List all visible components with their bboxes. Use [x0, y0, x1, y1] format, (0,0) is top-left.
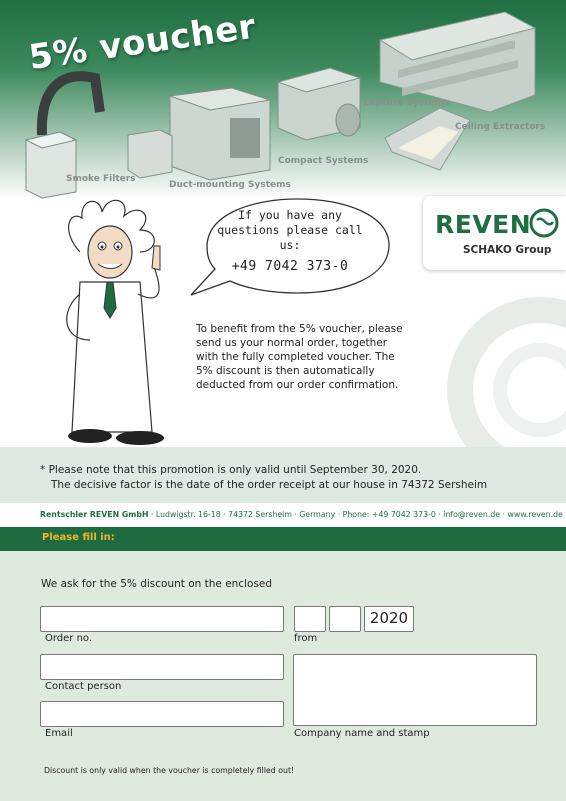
capture-system-image	[380, 12, 535, 112]
logo-wordmark: REVEN	[435, 210, 532, 239]
contact-person-input[interactable]	[40, 654, 284, 680]
logo-emblem-icon	[529, 208, 559, 238]
company-name: Rentschler REVEN GmbH	[40, 510, 149, 519]
company-stamp-input[interactable]	[293, 654, 537, 726]
logo-group-name: SCHAKO Group	[463, 244, 552, 256]
bubble-message: If you have any questions please call us:	[217, 208, 363, 252]
compact-system-image	[278, 68, 360, 140]
duct-mounting-image	[170, 88, 270, 180]
company-address	[40, 510, 563, 519]
date-month-input[interactable]	[329, 606, 361, 632]
contact-person-label: Contact person	[45, 681, 122, 692]
speech-bubble-text	[210, 208, 370, 274]
professor-cartoon	[50, 190, 190, 448]
product-label-smoke-filters: Smoke Filters	[66, 174, 136, 184]
form-request-text: We ask for the 5% discount on the enclosed	[41, 578, 273, 590]
product-label-duct-mounting: Duct-mounting Systems	[169, 180, 291, 190]
date-label: from	[294, 633, 318, 644]
product-label-capture-systems: Capture Systems	[363, 98, 450, 108]
product-label-compact-systems: Compact Systems	[278, 156, 369, 166]
notice-line-2: The decisive factor is the date of the order receipt at our house in 74372 Sersheim	[51, 479, 488, 491]
form-header-label: Please fill in:	[42, 532, 115, 543]
voucher-title: 5% voucher	[26, 6, 259, 78]
small-filter-image	[128, 130, 172, 178]
notice-line-1: * Please note that this promotion is only valid until September 30, 2020.	[40, 464, 422, 476]
bubble-phone: +49 7042 373-0	[231, 259, 349, 274]
email-input[interactable]	[40, 701, 284, 727]
intro-paragraph: To benefit from the 5% voucher, please send us your normal order, together with the fully completed voucher. The 5% discount is then automatically deducted from our order confirmation.	[196, 323, 403, 391]
address-details: · Ludwigstr. 16-18 · 74372 Sersheim · Germany · Phone: +49 7042 373-0 · info@reven.de · www.reven.de	[148, 510, 563, 519]
order-number-input[interactable]	[40, 606, 284, 632]
company-stamp-label: Company name and stamp	[294, 728, 430, 739]
order-number-label: Order no.	[45, 633, 93, 644]
ceiling-extractor-image	[385, 108, 470, 170]
product-label-ceiling-extractors: Ceiling Extractors	[455, 122, 546, 132]
date-year-input[interactable]: 2020	[364, 606, 414, 632]
validity-footnote: Discount is only valid when the voucher is completely filled out!	[44, 766, 295, 775]
date-day-input[interactable]	[294, 606, 326, 632]
email-label: Email	[45, 728, 73, 739]
reven-logo	[423, 196, 566, 270]
